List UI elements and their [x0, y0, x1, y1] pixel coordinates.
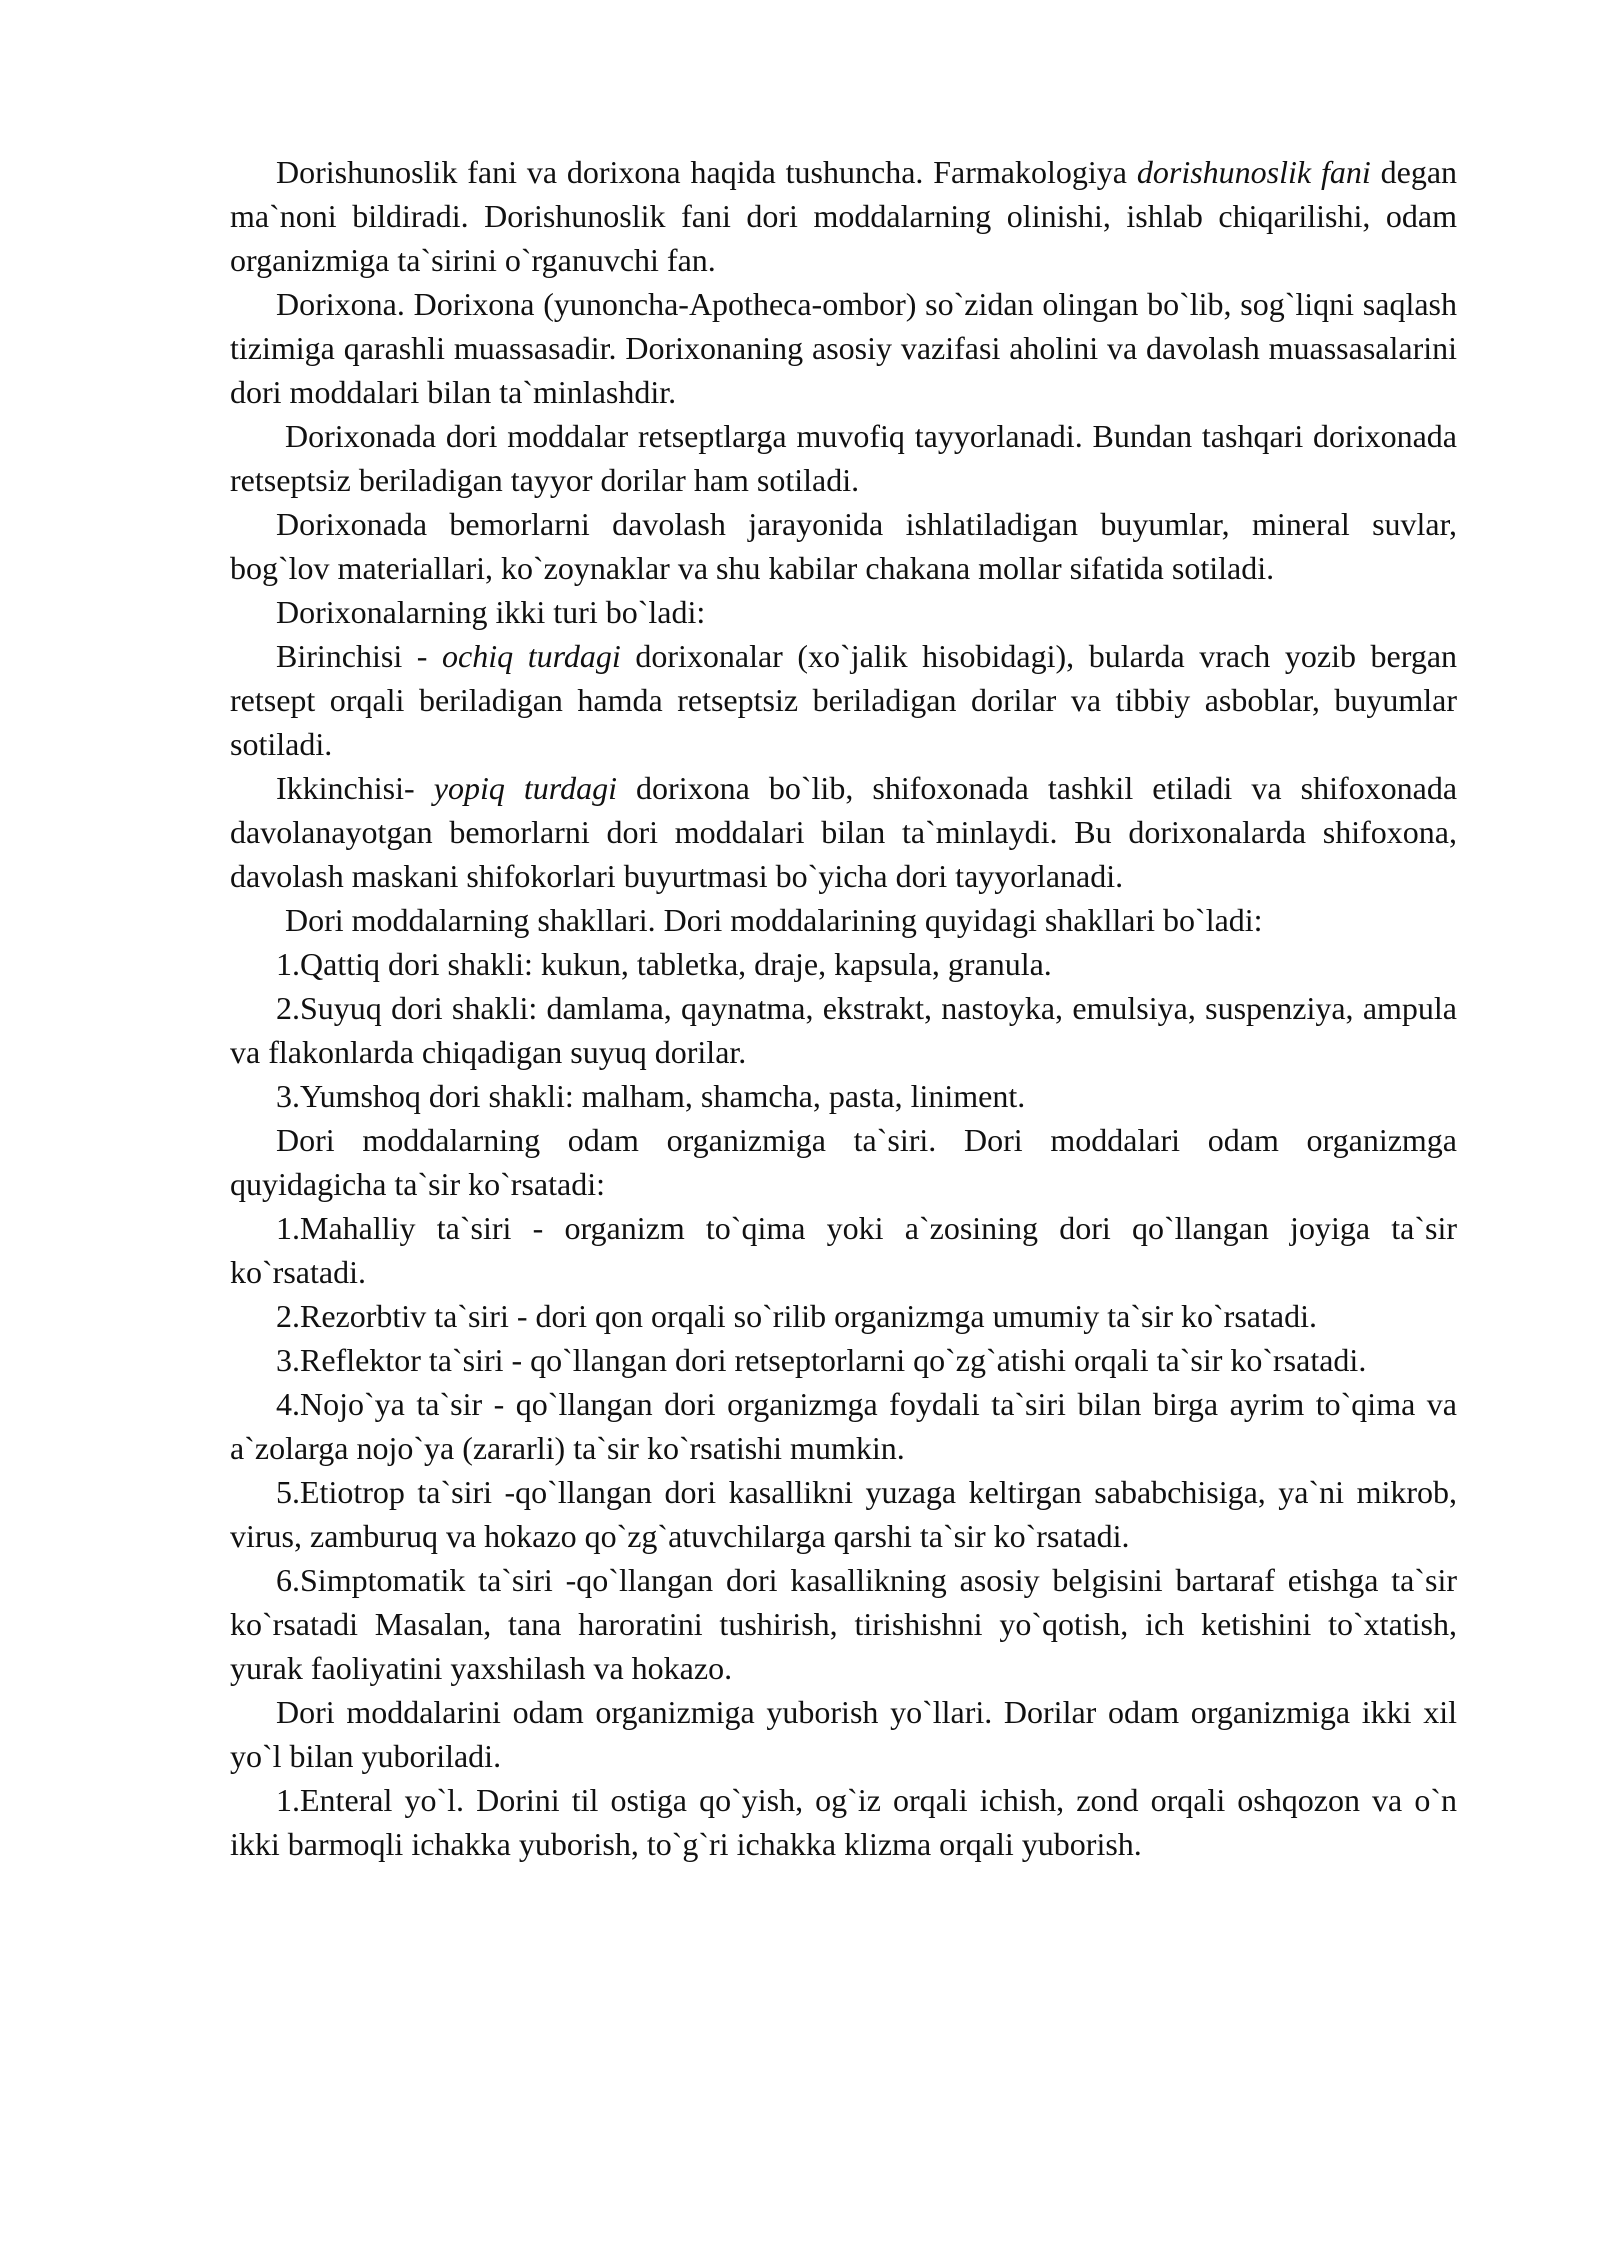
text-run: Dorixonada bemorlarni davolash jarayonida ishlatiladigan buyumlar, mineral suvlar, bog`lov materiallari, ko`zoynaklar va shu kabilar chakana mollar sifatida sotiladi.: [230, 506, 1457, 586]
text-run: 1.Enteral yo`l. Dorini til ostiga qo`yish, og`iz orqali ichish, zond orqali oshqozon va o`n ikki barmoqli ichakka yuborish, to`g`ri ichakka klizma orqali yuborish.: [230, 1782, 1457, 1862]
text-run: 2.Rezorbtiv ta`siri - dori qon orqali so`rilib organizmga umumiy ta`sir ko`rsatadi.: [276, 1298, 1317, 1334]
text-run: Dorixonalarning ikki turi bo`ladi:: [276, 594, 706, 630]
paragraph-p19: [230, 1690, 1457, 1778]
text-run: dorixonalar (xo`jalik hisobidagi), bularda vrach yozib bergan retsept orqali beriladigan hamda retseptsiz beriladigan dorilar va tibbiy asboblar, buyumlar sotiladi.: [230, 638, 1458, 762]
text-run: Dori moddalarning shakllari. Dori moddalarining quyidagi shakllari bo`ladi:: [285, 902, 1263, 938]
paragraph-p16: [230, 1382, 1457, 1470]
paragraph-p17: [230, 1470, 1457, 1558]
text-run: 3.Reflektor ta`siri - qo`llangan dori retseptorlarni qo`zg`atishi orqali ta`sir ko`rsatadi.: [276, 1342, 1367, 1378]
text-run: Ikkinchisi-: [276, 770, 434, 806]
paragraph-p9: [230, 942, 1457, 986]
paragraph-p3: [230, 414, 1457, 502]
italic-term: ochiq turdagi: [442, 638, 621, 674]
paragraph-p2: [230, 282, 1457, 414]
italic-term: dorishunoslik fani: [1136, 154, 1371, 190]
italic-term: yopiq turdagi: [433, 770, 617, 806]
text-run: 3.Yumshoq dori shakli: malham, shamcha, pasta, liniment.: [276, 1078, 1026, 1114]
paragraph-p4: [230, 502, 1457, 590]
paragraph-p15: [230, 1338, 1457, 1382]
text-run: Dorishunoslik fani va dorixona haqida tushuncha. Farmakologiya: [276, 154, 1137, 190]
text-run: 2.Suyuq dori shakli: damlama, qaynatma, ekstrakt, nastoyka, emulsiya, suspenziya, ampula va flakonlarda chiqadigan suyuq dorilar.: [230, 990, 1457, 1070]
text-run: Dorixona. Dorixona (yunoncha-Apotheca-ombor) so`zidan olingan bo`lib, sog`liqni saqlash tizimiga qarashli muassasadir. Dorixonaning asosiy vazifasi aholini va davolash muassasalarini dori moddalari bilan ta`minlashdir.: [230, 286, 1457, 410]
paragraph-p20: [230, 1778, 1457, 1866]
text-run: Dori moddalarning odam organizmiga ta`siri. Dori moddalari odam organizmga quyidagicha ta`sir ko`rsatadi:: [230, 1122, 1457, 1202]
text-run: 4.Nojo`ya ta`sir - qo`llangan dori organizmga foydali ta`siri bilan birga ayrim to`qima va a`zolarga nojo`ya (zararli) ta`sir ko`rsatishi mumkin.: [230, 1386, 1457, 1466]
text-run: 5.Etiotrop ta`siri -qo`llangan dori kasallikni yuzaga keltirgan sababchisiga, ya`ni mikrob, virus, zamburuq va hokazo qo`zg`atuvchilarga qarshi ta`sir ko`rsatadi.: [230, 1474, 1457, 1554]
paragraph-p6: [230, 634, 1457, 766]
paragraph-p14: [230, 1294, 1457, 1338]
text-run: 1.Qattiq dori shakli: kukun, tabletka, draje, kapsula, granula.: [276, 946, 1052, 982]
paragraph-p1: [230, 150, 1457, 282]
text-run: degan ma`noni bildiradi. Dorishunoslik fani dori moddalarning olinishi, ishlab chiqarilishi, odam organizmiga ta`sirini o`rganuvchi fan.: [230, 154, 1458, 278]
paragraph-p5: [230, 590, 1457, 634]
text-run: 6.Simptomatik ta`siri -qo`llangan dori kasallikning asosiy belgisini bartaraf etishga ta`sir ko`rsatadi Masalan, tana haroratini tushirish, tirishishni yo`qotish, ich ketishini to`xtatish, yurak faoliyatini yaxshilash va hokazo.: [230, 1562, 1457, 1686]
paragraph-p8: [230, 898, 1457, 942]
text-run: 1.Mahalliy ta`siri - organizm to`qima yoki a`zosining dori qo`llangan joyiga ta`sir ko`rsatadi.: [230, 1210, 1457, 1290]
text-run: Dorixonada dori moddalar retseptlarga muvofiq tayyorlanadi. Bundan tashqari dorixonada retseptsiz beriladigan tayyor dorilar ham sotiladi.: [230, 418, 1457, 498]
paragraph-p18: [230, 1558, 1457, 1690]
text-run: Dori moddalarini odam organizmiga yuborish yo`llari. Dorilar odam organizmiga ikki xil yo`l bilan yuboriladi.: [230, 1694, 1457, 1774]
paragraph-p7: [230, 766, 1457, 898]
text-run: dorixona bo`lib, shifoxonada tashkil etiladi va shifoxonada davolanayotgan bemorlarni dori moddalari bilan ta`minlaydi. Bu dorixonalarda shifoxona, davolash maskani shifokorlari buyurtmasi bo`yicha dori tayyorlanadi.: [230, 770, 1458, 894]
paragraph-p12: [230, 1118, 1457, 1206]
paragraph-p11: [230, 1074, 1457, 1118]
paragraph-p13: [230, 1206, 1457, 1294]
text-run: Birinchisi -: [276, 638, 443, 674]
paragraph-p10: [230, 986, 1457, 1074]
